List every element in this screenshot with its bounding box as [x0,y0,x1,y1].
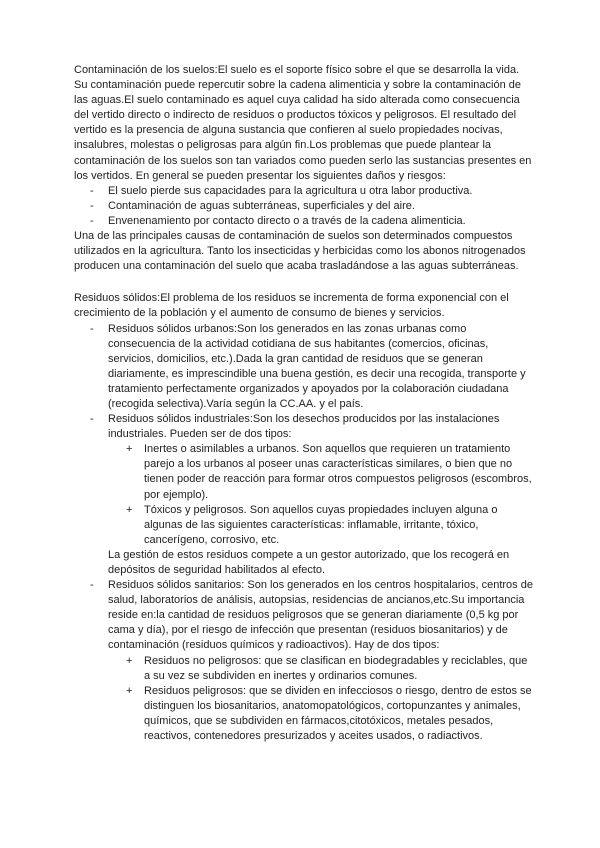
dash-bullet: - [90,199,94,212]
list-item-urban-waste [74,322,534,413]
dash-bullet: - [90,413,94,426]
urban-waste-text: Residuos sólidos urbanos:Son los generados en las zonas urbanas como consecuencia de la actividad cotidiana de sus habitantes (comercios, oficinas, servicios, domicilios, etc.).Dada la gran cantidad de residuos que se generan diariamente, es imprescindible una buena gestión, es decir una recogida, transporte y tratamiento perfectamente organizados y apoyados por la colaboración ciudadana (recogida selectiva).Varía según la CC.AA. y el país. [108,322,526,410]
plus-bullet: + [126,443,133,456]
dash-bullet: - [90,184,94,197]
list-item [108,503,534,548]
document-page [74,63,534,744]
list-item-text: Contaminación de aguas subterráneas, superficiales y del aire. [108,199,415,212]
list-item [108,442,534,502]
sanitary-types-list [108,654,534,745]
dash-bullet: - [90,214,94,227]
damage-list [74,184,534,229]
list-item-text: El suelo pierde sus capacidades para la agricultura u otra labor productiva. [108,184,473,197]
list-item [74,214,534,229]
agriculture-paragraph: Una de las principales causas de contaminación de suelos son determinados compuestos utilizados en la agricultura. Tanto los insecticidas y herbicidas como los abonos nitrogenados producen una contaminación del suelo que acaba trasladándose a las aguas subterráneas. [74,230,526,273]
dash-bullet: - [90,322,94,335]
dash-bullet: - [90,579,94,592]
list-item-text: Residuos no peligrosos: que se clasifican en biodegradables y reciclables, que a su vez se subdividen en inertes y ordinarios comunes. [144,654,528,682]
list-item-text: Envenenamiento por contacto directo o a través de la cadena alimenticia. [108,214,466,227]
industrial-waste-text: Residuos sólidos industriales:Son los desechos producidos por las instalaciones industriales. Pueden ser de dos tipos: [108,413,500,441]
plus-bullet: + [126,654,133,667]
list-item [74,199,534,214]
paragraph-spacer [74,274,534,291]
solid-waste-paragraph: Residuos sólidos:El problema de los residuos se incrementa de forma exponencial con el crecimiento de la población y el aumento de consumo de bienes y servicios. [74,292,509,320]
plus-bullet: + [126,503,133,516]
list-item [108,654,534,684]
list-item-industrial-waste [74,412,534,578]
industrial-types-list [108,442,534,548]
list-item [108,684,534,744]
waste-types-list [74,322,534,745]
soil-contamination-paragraph: Contaminación de los suelos:El suelo es el soporte físico sobre el que se desarrolla la vida. Su contaminación puede repercutir sobre la cadena alimenticia y sobre la contaminación de las aguas.El suelo contaminado es aquel cuya calidad ha sido alterada como consecuencia del vertido directo o indirecto de residuos o productos tóxicos y peligrosos. El resultado del vertido es la presencia de alguna sustancia que confieren al suelo propiedades nocivas, insalubres, molestas o peligrosas para algún fin.Los problemas que puede plantear la contaminación de los suelos son tan variados como pueden serlo las sustancias presentes en los vertidos. En general se pueden presentar los siguientes daños y riesgos: [74,64,532,182]
industrial-management-note: La gestión de estos residuos compete a un gestor autorizado, que los recogerá en depósitos de seguridad habilitados al efecto. [108,548,510,576]
list-item-text: Inertes o asimilables a urbanos. Son aquellos que requieren un tratamiento parejo a los urbanos al poseer unas características similares, o bien que no tienen poder de reacción para formar otros compuestos peligrosos (escombros, por ejemplo). [144,443,532,501]
list-item-text: Residuos peligrosos: que se dividen en infecciosos o riesgo, dentro de estos se distinguen los biosanitarios, anatomopatológicos, cortopunzantes y animales, químicos, que se subdividen en fármacos,citotóxicos, metales pesados, reactivos, contenedores presurizados y aceites usados, o radiactivos. [144,684,532,743]
list-item [74,184,534,199]
sanitary-waste-text: Residuos sólidos sanitarios: Son los generados en los centros hospitalarios, centros de salud, laboratorios de análisis, autopsias, residencias de ancianos,etc.Su importancia reside en:la cantidad de residuos peligrosos que se generan diariamente (0,5 kg por cama y día), por el riesgo de infección que presentan (residuos biosanitarios) y de contaminación (residuos químicos y radioactivos). Hay de dos tipos: [108,579,533,652]
list-item-sanitary-waste [74,578,534,744]
plus-bullet: + [126,684,133,697]
list-item-text: Tóxicos y peligrosos. Son aquellos cuyas propiedades incluyen alguna o algunas de las siguientes características: inflamable, irritante, tóxico, cancerígeno, corrosivo, etc. [144,503,498,546]
